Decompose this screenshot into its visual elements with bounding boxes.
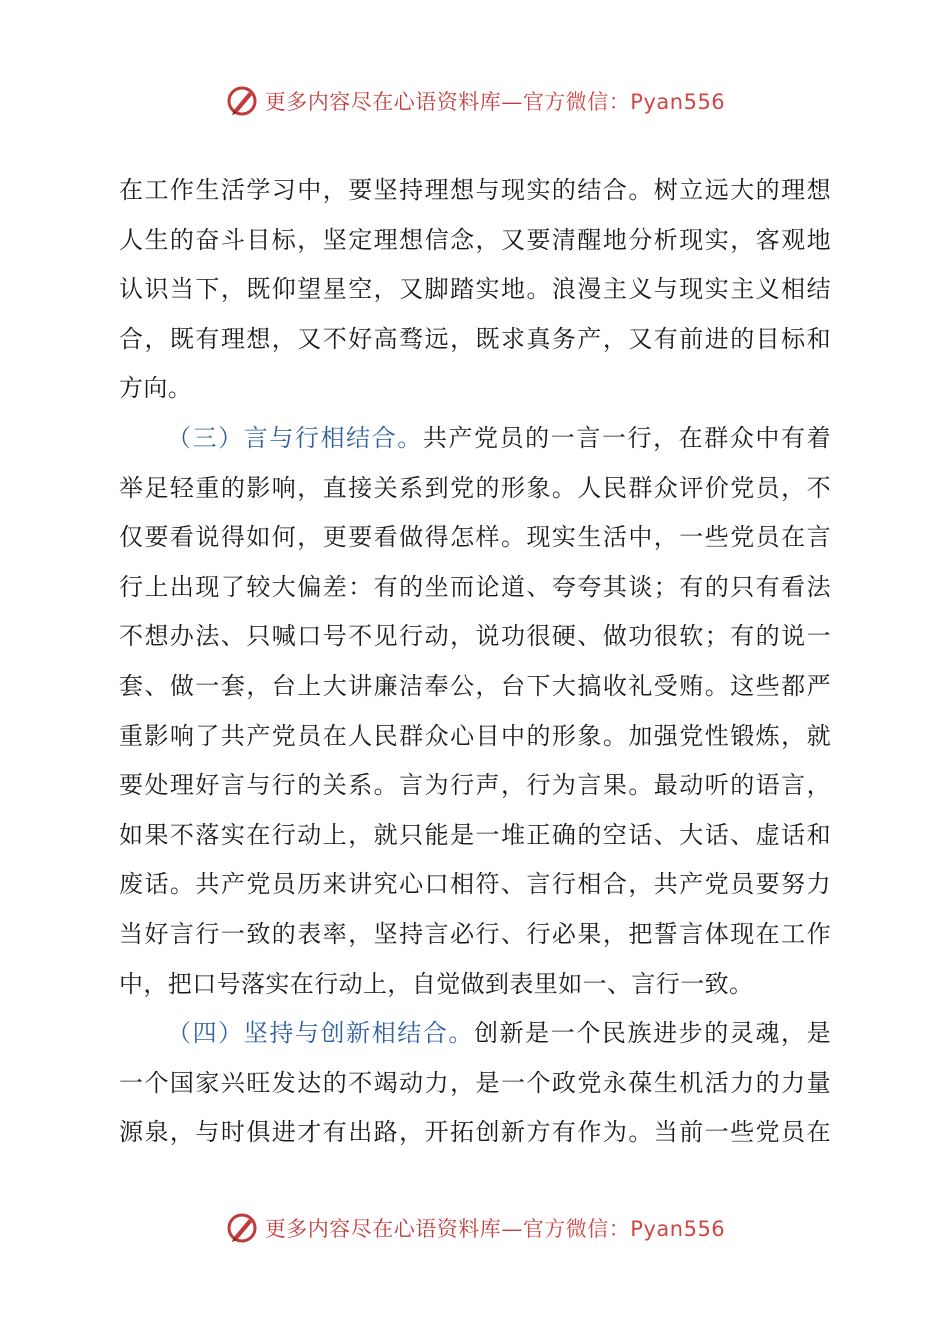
banner-dash: — [501,1217,523,1241]
text-line: 行上出现了较大偏差：有的坐而论道、夸夸其谈；有的只有看法 [119,572,831,601]
banner-text [265,1213,725,1243]
text-line: 中，把口号落实在行动上，自觉做到表里如一、言行一致。 [119,969,754,998]
text-line: 源泉，与时俱进才有出路，开拓创新方有作为。当前一些党员在 [119,1118,831,1147]
section-heading-line [119,1009,831,1059]
text-span: 创新是一个民族进步的灵魂，是 [474,1019,831,1048]
text-line: 人生的奋斗目标，坚定理想信念，又要清醒地分析现实，客观地 [119,225,831,254]
footer-banner [0,1203,950,1253]
section-heading-line [119,414,831,464]
pen-logo-icon [225,1211,259,1245]
section-heading: （三）言与行相结合。 [167,423,423,452]
text-line: 重影响了共产党员在人民群众心目中的形象。加强党性锻炼，就 [119,721,831,750]
text-line: 在工作生活学习中，要坚持理想与现实的结合。树立远大的理想 [119,176,831,204]
pen-logo-icon [225,84,259,118]
banner-contact: 官方微信：Pyan556 [522,1217,726,1241]
banner-contact: 官方微信：Pyan556 [522,90,726,114]
text-line: 不想办法、只喊口号不见行动，说功很硬、做功很软；有的说一 [119,622,831,651]
banner-site-name: 更多内容尽在心语资料库 [264,1217,502,1241]
banner-dash: — [501,90,523,114]
text-line: 当好言行一致的表率，坚持言必行、行必果，把誓言体现在工作 [119,919,831,948]
banner-site-name: 更多内容尽在心语资料库 [264,90,502,114]
text-line: 要处理好言与行的关系。言为行声，行为言果。最动听的语言， [119,771,831,800]
text-line: 一个国家兴旺发达的不竭动力，是一个政党永葆生机活力的力量 [119,1068,831,1097]
text-line: 方向。 [119,374,193,403]
text-line: 合，既有理想，又不好高骛远，既求真务产，又有前进的目标和 [119,324,831,353]
text-line: 仅要看说得如何，更要看做得怎样。现实生活中，一些党员在言 [119,523,831,552]
text-line: 认识当下，既仰望星空，又脚踏实地。浪漫主义与现实主义相结 [119,275,831,304]
banner-text [265,86,725,116]
document-body [119,166,831,1158]
text-line: 如果不落实在行动上，就只能是一堆正确的空话、大话、虚话和 [119,820,831,849]
text-line: 举足轻重的影响，直接关系到党的形象。人民群众评价党员，不 [119,473,831,502]
text-span: 共产党员的一言一行，在群众中有着 [422,423,831,452]
header-banner [0,76,950,126]
text-line: 套、做一套，台上大讲廉洁奉公，台下大搞收礼受贿。这些都严 [119,671,831,700]
text-line: 废话。共产党员历来讲究心口相符、言行相合，共产党员要努力 [119,870,831,899]
section-heading: （四）坚持与创新相结合。 [167,1019,474,1048]
